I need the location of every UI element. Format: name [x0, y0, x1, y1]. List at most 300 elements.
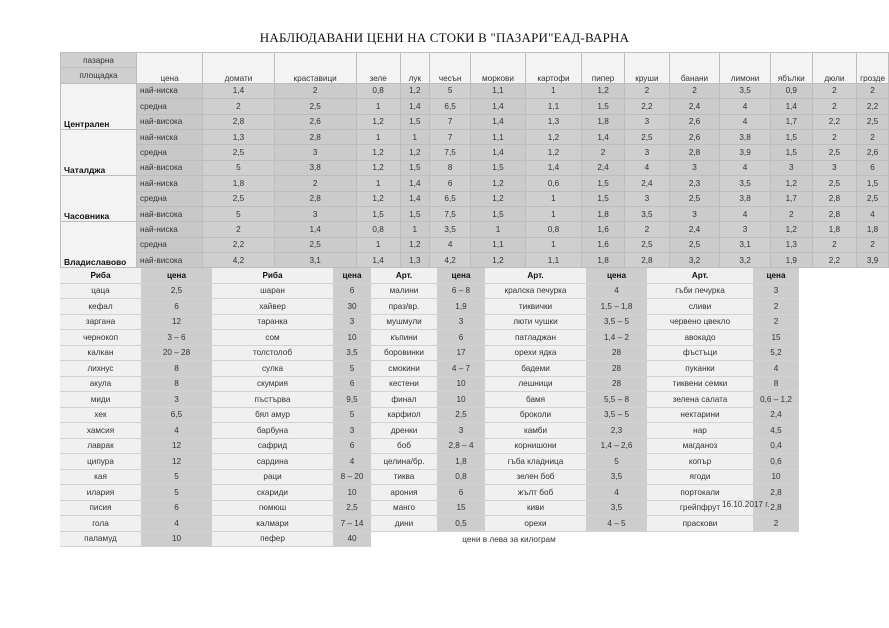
price-cell: 1,1 [525, 99, 581, 114]
price-cell: 3 [753, 283, 799, 299]
price-cell: 4 [586, 283, 647, 299]
price-cell: 3 [625, 191, 670, 206]
price-cell: 1,2 [356, 160, 400, 175]
item-name: цаца [60, 283, 141, 299]
market-name: Владиславово [61, 222, 137, 268]
page-title: НАБЛЮДАВАНИ ЦЕНИ НА СТОКИ В "ПАЗАРИ"ЕАД-ВАРНА [259, 30, 630, 45]
price-cell: 1 [356, 176, 400, 191]
header-product: круши [625, 53, 670, 84]
price-cell: 12 [141, 438, 212, 454]
price-cell: 2,8 [812, 191, 856, 206]
price-cell: 3 [625, 145, 670, 160]
price-cell: 1 [400, 222, 429, 237]
price-cell: 0,8 [356, 222, 400, 237]
item-name: писия [60, 500, 141, 516]
price-cell: 1,1 [471, 237, 526, 252]
price-cell: 1,4 [471, 145, 526, 160]
item-name: толстолоб [212, 345, 333, 361]
item-name: чернокоп [60, 330, 141, 346]
table-row [61, 237, 889, 252]
item-name: барбуна [212, 423, 333, 439]
price-cell: 5 [141, 469, 212, 485]
price-cell: 40 [333, 531, 371, 547]
price-cell: 1,2 [582, 83, 625, 98]
price-cell: 1,3 [203, 129, 274, 144]
item-name: лешници [485, 376, 586, 392]
price-cell: 0,5 [437, 516, 485, 532]
price-cell: 1 [471, 222, 526, 237]
price-cell: 4 [430, 237, 471, 252]
item-name: хайвер [212, 299, 333, 315]
price-cell: 1,2 [525, 145, 581, 160]
price-cell: 1,7 [770, 191, 812, 206]
column-header: цена [437, 268, 485, 283]
price-cell: 2 [274, 176, 356, 191]
item-name: авокадо [647, 330, 753, 346]
column-header: Арт. [647, 268, 753, 283]
price-cell: 3,2 [669, 253, 719, 268]
price-cell: 2,6 [669, 114, 719, 129]
price-cell: 10 [753, 469, 799, 485]
price-cell: 4 [857, 206, 889, 221]
price-cell: 8 [141, 376, 212, 392]
price-cell: 2,2 [625, 99, 670, 114]
item-name: манго [371, 500, 437, 516]
price-cell: 7 [430, 129, 471, 144]
item-name: жълт боб [485, 485, 586, 501]
header-product: моркови [471, 53, 526, 84]
item-name: нар [647, 423, 753, 439]
price-cell: 10 [333, 330, 371, 346]
item-name: пефер [212, 531, 333, 547]
price-cell: 1,4 [471, 114, 526, 129]
price-cell: 20 – 28 [141, 345, 212, 361]
column-header: цена [333, 268, 371, 283]
column-header: Арт. [371, 268, 437, 283]
price-cell: 1,4 [274, 222, 356, 237]
item-name: раци [212, 469, 333, 485]
price-cell: 2,6 [857, 145, 889, 160]
table-row [60, 438, 799, 454]
price-cell: 3,5 [586, 469, 647, 485]
price-cell: 1,2 [471, 176, 526, 191]
table-row [60, 407, 799, 423]
table-row [61, 99, 889, 114]
price-cell: 1,4 [525, 160, 581, 175]
price-cell: 1,7 [770, 114, 812, 129]
price-cell: 3 [669, 160, 719, 175]
item-name: патладжан [485, 330, 586, 346]
item-name: акула [60, 376, 141, 392]
price-cell: 1,2 [770, 176, 812, 191]
price-cell: 1,4 [203, 83, 274, 98]
price-kind: средна [136, 237, 202, 252]
price-cell: 2,5 [274, 237, 356, 252]
price-kind: най-висока [136, 253, 202, 268]
price-cell: 10 [437, 376, 485, 392]
price-cell: 8 – 20 [333, 469, 371, 485]
item-name: сулка [212, 361, 333, 377]
price-cell: 2,5 [203, 191, 274, 206]
item-name: сафрид [212, 438, 333, 454]
price-cell: 2 [582, 145, 625, 160]
price-cell: 1,1 [471, 83, 526, 98]
price-cell: 5 [586, 454, 647, 470]
item-name: сом [212, 330, 333, 346]
price-cell: 0,4 [753, 438, 799, 454]
price-cell: 1,4 [400, 99, 429, 114]
price-cell: 0,8 [525, 222, 581, 237]
price-cell: 3 – 6 [141, 330, 212, 346]
price-cell: 2,5 [141, 283, 212, 299]
price-cell: 30 [333, 299, 371, 315]
price-kind: най-ниска [136, 176, 202, 191]
price-cell: 6 [333, 376, 371, 392]
item-name: арония [371, 485, 437, 501]
price-cell: 0,9 [770, 83, 812, 98]
price-cell: 2 [203, 222, 274, 237]
item-name: магданоз [647, 438, 753, 454]
table-row [60, 345, 799, 361]
table-row [60, 500, 799, 516]
header-row [60, 268, 799, 283]
price-cell: 3 [437, 314, 485, 330]
price-cell: 6 – 8 [437, 283, 485, 299]
price-cell: 1,1 [471, 129, 526, 144]
table-row [60, 423, 799, 439]
price-cell: 1,5 [582, 99, 625, 114]
price-cell: 1,5 [400, 160, 429, 175]
item-name: гъба кладница [485, 454, 586, 470]
price-cell: 3 [274, 145, 356, 160]
price-cell: 6 [141, 500, 212, 516]
table-row [60, 485, 799, 501]
price-cell: 3 [333, 423, 371, 439]
price-cell: 2,6 [669, 129, 719, 144]
item-name: калкан [60, 345, 141, 361]
price-cell: 1,1 [525, 253, 581, 268]
price-cell: 0,8 [356, 83, 400, 98]
item-price-table [60, 268, 799, 547]
price-cell: 1,5 [582, 176, 625, 191]
price-cell: 1,9 [770, 253, 812, 268]
item-name: орехи ядка [485, 345, 586, 361]
table-row [60, 454, 799, 470]
price-cell: 1,8 [582, 114, 625, 129]
price-cell: 3 [720, 222, 771, 237]
price-cell: 1,2 [356, 191, 400, 206]
price-cell: 10 [333, 485, 371, 501]
item-name: гюмюш [212, 500, 333, 516]
price-cell: 17 [437, 345, 485, 361]
price-cell: 3,5 [333, 345, 371, 361]
price-cell: 4,2 [203, 253, 274, 268]
price-cell: 2,5 [203, 145, 274, 160]
price-cell: 3,9 [720, 145, 771, 160]
price-cell: 0,6 [525, 176, 581, 191]
price-cell: 4 [753, 361, 799, 377]
table-row [61, 145, 889, 160]
price-cell: 1,6 [582, 237, 625, 252]
price-cell: 7,5 [430, 206, 471, 221]
item-name: праз/вр. [371, 299, 437, 315]
report-date: 16.10.2017 г. [722, 500, 770, 509]
price-cell: 3,5 [430, 222, 471, 237]
price-cell: 2 [812, 99, 856, 114]
price-cell: 15 [437, 500, 485, 516]
price-cell: 3,1 [274, 253, 356, 268]
item-name: миди [60, 392, 141, 408]
item-name: хек [60, 407, 141, 423]
header-market: пазарна [61, 53, 137, 68]
column-header: Риба [60, 268, 141, 283]
price-cell: 4 [141, 423, 212, 439]
price-cell: 1,2 [471, 253, 526, 268]
item-name: лаврак [60, 438, 141, 454]
price-cell: 1,5 [857, 176, 889, 191]
price-cell: 5 [333, 361, 371, 377]
price-cell: 2 [812, 237, 856, 252]
item-name: дини [371, 516, 437, 532]
item-name: гола [60, 516, 141, 532]
price-cell: 2,4 [669, 222, 719, 237]
price-cell: 4 [720, 99, 771, 114]
price-cell: 1 [400, 129, 429, 144]
table-row [61, 160, 889, 175]
price-cell: 2,5 [812, 145, 856, 160]
price-cell: 2 [812, 129, 856, 144]
price-cell: 2,5 [857, 114, 889, 129]
price-cell: 1,5 [770, 145, 812, 160]
price-cell: 3 [669, 206, 719, 221]
item-name: сардина [212, 454, 333, 470]
price-cell: 5 [141, 485, 212, 501]
table-row [61, 83, 889, 98]
item-name: червено цвекло [647, 314, 753, 330]
price-cell: 0,8 [437, 469, 485, 485]
price-cell: 3,8 [720, 129, 771, 144]
price-cell: 3 [333, 314, 371, 330]
item-name: скумрия [212, 376, 333, 392]
price-cell: 2,4 [582, 160, 625, 175]
price-cell: 2,2 [857, 99, 889, 114]
price-cell: 2,8 [812, 206, 856, 221]
table-row [60, 531, 799, 547]
blank-cell [647, 531, 799, 547]
price-cell: 4 – 5 [586, 516, 647, 532]
price-cell: 2,3 [586, 423, 647, 439]
column-header: цена [753, 268, 799, 283]
price-cell: 2,5 [669, 237, 719, 252]
price-cell: 1,2 [356, 114, 400, 129]
price-cell: 2,8 [669, 145, 719, 160]
price-cell: 8 [753, 376, 799, 392]
header-product: банани [669, 53, 719, 84]
price-cell: 1,8 [812, 222, 856, 237]
price-cell: 2,5 [669, 191, 719, 206]
item-name: таранка [212, 314, 333, 330]
price-cell: 2,2 [812, 253, 856, 268]
price-cell: 3,5 – 5 [586, 407, 647, 423]
price-cell: 6 [333, 438, 371, 454]
header-product: чесън [430, 53, 471, 84]
price-cell: 1,2 [471, 191, 526, 206]
table-row [60, 516, 799, 532]
item-name: камби [485, 423, 586, 439]
table-row [60, 376, 799, 392]
price-cell: 1,5 [770, 129, 812, 144]
price-cell: 6,5 [430, 99, 471, 114]
price-cell: 2 [625, 83, 670, 98]
price-cell: 4 [625, 160, 670, 175]
price-cell: 2,8 [274, 191, 356, 206]
price-cell: 2 [753, 299, 799, 315]
item-name: сливи [647, 299, 753, 315]
price-cell: 2,5 [437, 407, 485, 423]
column-header: Риба [212, 268, 333, 283]
price-cell: 1,3 [770, 237, 812, 252]
item-name: орехи [485, 516, 586, 532]
price-cell: 2 [625, 222, 670, 237]
price-cell: 4 – 7 [437, 361, 485, 377]
price-cell: 1,4 – 2 [586, 330, 647, 346]
price-cell: 2,5 [812, 176, 856, 191]
header-product: лук [400, 53, 429, 84]
price-cell: 3,8 [274, 160, 356, 175]
price-cell: 6 [333, 283, 371, 299]
table-row [60, 361, 799, 377]
price-kind: най-ниска [136, 129, 202, 144]
price-cell: 6 [430, 176, 471, 191]
price-cell: 1,8 [203, 176, 274, 191]
item-name: праскови [647, 516, 753, 532]
price-cell: 2 [857, 237, 889, 252]
price-cell: 4 [720, 160, 771, 175]
item-name: бял амур [212, 407, 333, 423]
item-name: финал [371, 392, 437, 408]
price-cell: 28 [586, 376, 647, 392]
item-name: паламуд [60, 531, 141, 547]
price-cell: 1,4 [400, 191, 429, 206]
header-product: краставици [274, 53, 356, 84]
table-row [60, 392, 799, 408]
header-price: цена [136, 53, 202, 84]
price-cell: 1,8 [857, 222, 889, 237]
price-cell: 3,5 – 5 [586, 314, 647, 330]
price-cell: 1 [525, 191, 581, 206]
item-name: ципура [60, 454, 141, 470]
item-name: киви [485, 500, 586, 516]
price-cell: 8 [141, 361, 212, 377]
price-cell: 3,5 [586, 500, 647, 516]
price-cell: 2,5 [625, 129, 670, 144]
item-name: кестени [371, 376, 437, 392]
item-name: кралска печурка [485, 283, 586, 299]
item-name: нектарини [647, 407, 753, 423]
price-cell: 0,6 – 1,2 [753, 392, 799, 408]
item-name: тиквички [485, 299, 586, 315]
price-cell: 7 [430, 114, 471, 129]
price-cell: 2,2 [203, 237, 274, 252]
price-cell: 1 [356, 129, 400, 144]
item-name: грейпфрут [647, 500, 753, 516]
item-name: дренки [371, 423, 437, 439]
table-row [61, 114, 889, 129]
item-name: фъстъци [647, 345, 753, 361]
table-row [61, 129, 889, 144]
price-cell: 1,2 [400, 83, 429, 98]
table-row [60, 330, 799, 346]
item-name: боб [371, 438, 437, 454]
price-cell: 1,5 [471, 206, 526, 221]
table-row [61, 222, 889, 237]
price-kind: най-висока [136, 160, 202, 175]
item-name: кефал [60, 299, 141, 315]
header-product: дюли [812, 53, 856, 84]
price-cell: 2 [669, 83, 719, 98]
price-kind: средна [136, 99, 202, 114]
header-product: грозде [857, 53, 889, 84]
price-cell: 2 [274, 83, 356, 98]
price-kind: средна [136, 145, 202, 160]
price-cell: 5 [203, 160, 274, 175]
price-cell: 1,4 [582, 129, 625, 144]
price-cell: 2,5 [274, 99, 356, 114]
header-product: зеле [356, 53, 400, 84]
item-name: боровинки [371, 345, 437, 361]
price-cell: 28 [586, 361, 647, 377]
price-cell: 15 [753, 330, 799, 346]
price-cell: 2,8 – 4 [437, 438, 485, 454]
price-cell: 2 [857, 83, 889, 98]
table-row [60, 283, 799, 299]
item-name: смокини [371, 361, 437, 377]
price-cell: 5 [430, 83, 471, 98]
price-cell: 7 – 14 [333, 516, 371, 532]
item-name: малини [371, 283, 437, 299]
table-row [61, 176, 889, 191]
price-cell: 6,5 [141, 407, 212, 423]
header-product: пипер [582, 53, 625, 84]
price-cell: 2,5 [333, 500, 371, 516]
price-cell: 2,8 [203, 114, 274, 129]
column-header: цена [586, 268, 647, 283]
item-name: хамсия [60, 423, 141, 439]
table-row [60, 469, 799, 485]
price-kind: най-ниска [136, 222, 202, 237]
price-cell: 2 [770, 206, 812, 221]
price-cell: 4 [141, 516, 212, 532]
price-cell: 7,5 [430, 145, 471, 160]
market-name: Часовника [61, 176, 137, 222]
item-name: кая [60, 469, 141, 485]
price-cell: 1,3 [400, 253, 429, 268]
item-name: корнишони [485, 438, 586, 454]
item-name: целина/бр. [371, 454, 437, 470]
price-cell: 3,5 [625, 206, 670, 221]
item-name: пъстърва [212, 392, 333, 408]
price-cell: 12 [141, 454, 212, 470]
price-cell: 4,2 [430, 253, 471, 268]
price-cell: 4 [720, 114, 771, 129]
item-name: калмари [212, 516, 333, 532]
item-name: къпини [371, 330, 437, 346]
price-cell: 5,5 – 8 [586, 392, 647, 408]
item-name: зелена салата [647, 392, 753, 408]
price-cell: 2 [753, 314, 799, 330]
price-cell: 2,2 [812, 114, 856, 129]
price-cell: 3 [437, 423, 485, 439]
